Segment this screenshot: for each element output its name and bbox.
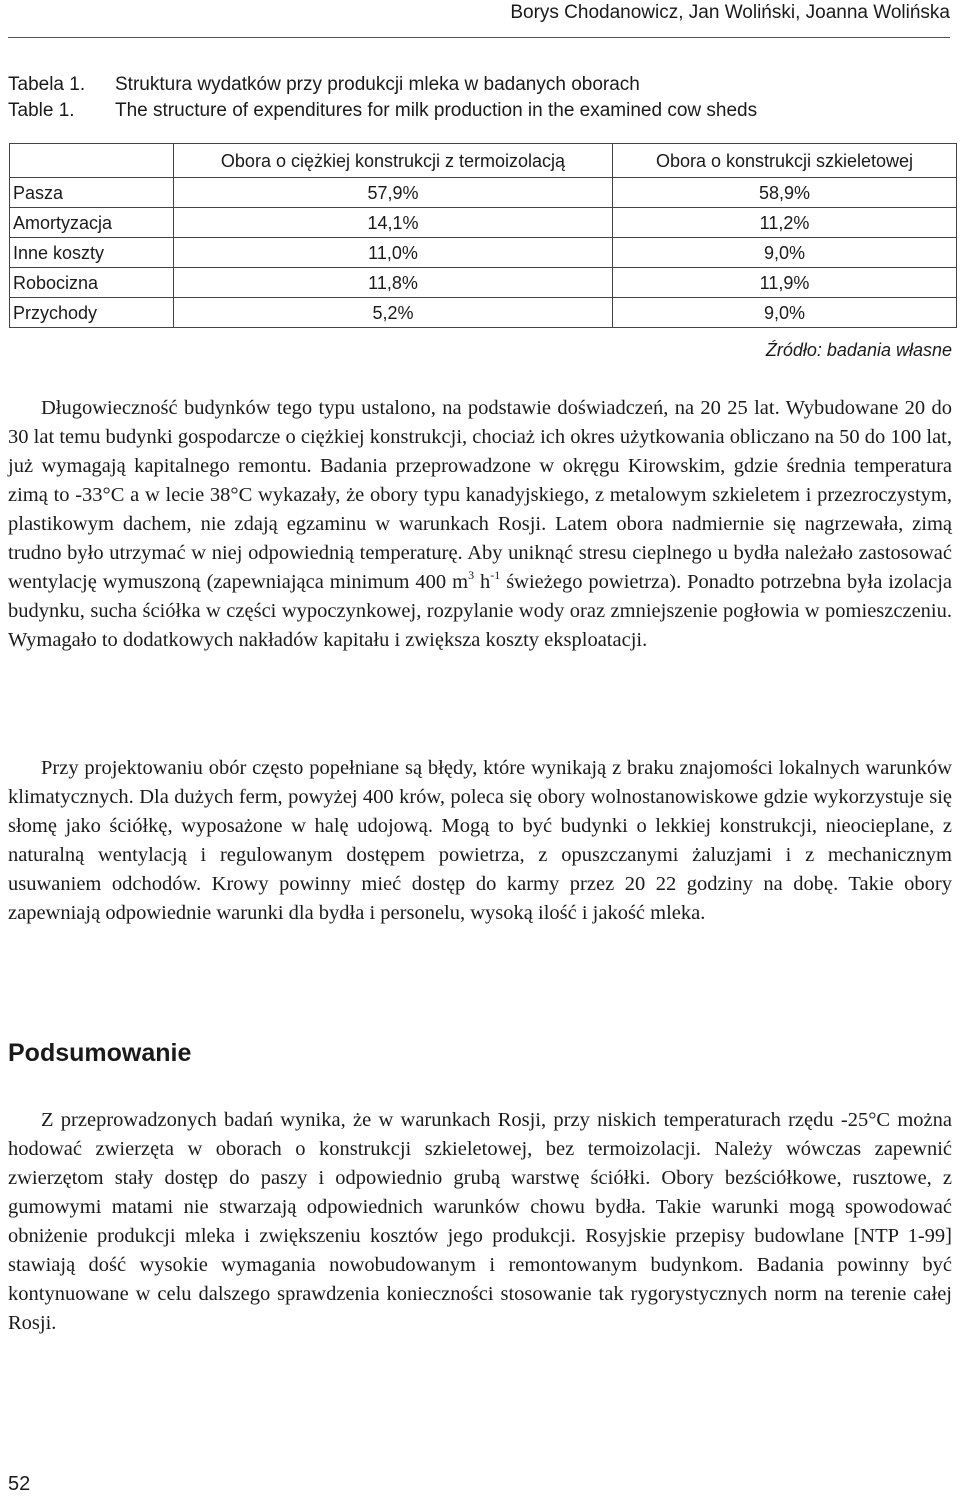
- table-row: [10, 208, 957, 238]
- page-number: 52: [8, 1473, 31, 1495]
- superscript-exponent: -1: [490, 568, 501, 583]
- column-header-heavy-shed: Obora o ciężkiej konstrukcji z termoizolacją: [174, 144, 613, 178]
- cell-heavy-shed: 14,1%: [174, 208, 613, 238]
- cell-frame-shed: 9,0%: [613, 238, 957, 268]
- table-source-note: Źródło: badania własne: [765, 340, 952, 360]
- paragraph-text: h: [474, 571, 491, 593]
- cell-frame-shed: 9,0%: [613, 298, 957, 328]
- cell-frame-shed: 58,9%: [613, 178, 957, 208]
- table-caption: [8, 72, 757, 124]
- table-row: [10, 298, 957, 328]
- caption-polish: [8, 72, 757, 98]
- cell-frame-shed: 11,9%: [613, 268, 957, 298]
- row-label: Inne koszty: [10, 238, 174, 268]
- cell-heavy-shed: 11,8%: [174, 268, 613, 298]
- column-header-frame-shed: Obora o konstrukcji szkieletowej: [613, 144, 957, 178]
- summary-paragraph: [8, 1106, 952, 1338]
- paragraph-text: Z przeprowadzonych badań wynika, że w warunkach Rosji, przy niskich temperaturach rzędu -25°C można hodować zwierzęta w oborach o konstrukcji szkieletowej, bez termoizolacji. Należy wówczas zapewnić zwierzętom stały dostęp do paszy i odpowiednio grubą warstwę ściółki. Obory bezściółkowe, rusztowe, z gumowymi matami nie stwarzają odpowiednich warunków chowu bydła. Takie warunki mogą spowodować obniżenie produkcji mleka i zwiększeniu kosztów jego produkcji. Rosyjskie przepisy budowlane [NTP 1-99] stawiają dość wysokie wymagania nowobudowanym i remontowanym budynkom. Badania powinny być kontynuowane w celu dalszego sprawdzenia konieczności stosowanie tak rygorystycznych norm na terenie całej Rosji.: [8, 1109, 952, 1334]
- row-label: Przychody: [10, 298, 174, 328]
- cell-heavy-shed: 5,2%: [174, 298, 613, 328]
- caption-title-pl: Struktura wydatków przy produkcji mleka w badanych oborach: [115, 74, 640, 95]
- header-authors: Borys Chodanowicz, Jan Woliński, Joanna Wolińska: [510, 2, 950, 23]
- caption-english: [8, 98, 757, 124]
- caption-label-en: Table 1.: [8, 100, 75, 121]
- expenditure-table: [9, 143, 957, 328]
- paragraph-text: Przy projektowaniu obór często popełniane są błędy, które wynikają z braku znajomości lokalnych warunków klimatycznych. Dla dużych ferm, powyżej 400 krów, poleca się obory wolnostanowiskowe gdzie wykorzystuje się słomę jako ściółkę, wyposażone w halę udojową. Mogą to być budynki o lekkiej konstrukcji, nieocieplane, z naturalną wentylacją i regulowanym dostępem powietrza, z opuszczanymi żaluzjami i z mechanicznym usuwaniem odchodów. Krowy powinny mieć dostęp do karmy przez 20 22 godziny na dobę. Takie obory zapewniają odpowiednie warunki dla bydła i personelu, wysoką ilość i jakość mleka.: [8, 757, 952, 924]
- table-row: [10, 178, 957, 208]
- paragraph-text: świeżego powietrza). Ponadto potrzebna była izolacja budynku, sucha ściółka w części wypoczynkowej, rozpylanie wody oraz zmniejszenie pogłowia w pomieszczeniu. Wymagało to dodatkowych nakładów kapitału i zwiększa koszty eksploatacji.: [8, 571, 952, 651]
- paragraph-text: Długowieczność budynków tego typu ustalono, na podstawie doświadczeń, na 20 25 lat. Wybudowane 20 do 30 lat temu budynki gospodarcze o ciężkiej konstrukcji, chociaż ich okres użytkowania obliczano na 50 do 100 lat, już wymagają kapitalnego remontu. Badania przeprowadzone w okręgu Kirowskim, gdzie średnia temperatura zimą to -33°C a w lecie 38°C wykazały, że obory typu kanadyjskiego, z metalowym szkieletem i przezroczystym, plastikowym dachem, nie zdają egzaminu w warunkach Rosji. Latem obora nadmiernie się nagrzewała, zimą trudno było utrzymać w niej odpowiednią temperaturę. Aby uniknąć stresu cieplnego u bydła należało zastosować wentylację wymuszoną (zapewniająca minimum 400 m: [8, 397, 952, 593]
- cell-frame-shed: 11,2%: [613, 208, 957, 238]
- caption-label-pl: Tabela 1.: [8, 74, 86, 95]
- row-label: Robocizna: [10, 268, 174, 298]
- row-label: Pasza: [10, 178, 174, 208]
- superscript-exponent: 3: [468, 568, 475, 583]
- row-label: Amortyzacja: [10, 208, 174, 238]
- cell-heavy-shed: 11,0%: [174, 238, 613, 268]
- body-paragraph-1: [8, 394, 952, 655]
- body-paragraph-2: [8, 754, 952, 928]
- caption-title-en: The structure of expenditures for milk production in the examined cow sheds: [115, 100, 758, 121]
- column-header-empty: [10, 144, 174, 178]
- running-header: [8, 0, 950, 38]
- table-header-row: [10, 144, 957, 178]
- table-row: [10, 238, 957, 268]
- section-heading: Podsumowanie: [8, 1039, 192, 1067]
- table-row: [10, 268, 957, 298]
- cell-heavy-shed: 57,9%: [174, 178, 613, 208]
